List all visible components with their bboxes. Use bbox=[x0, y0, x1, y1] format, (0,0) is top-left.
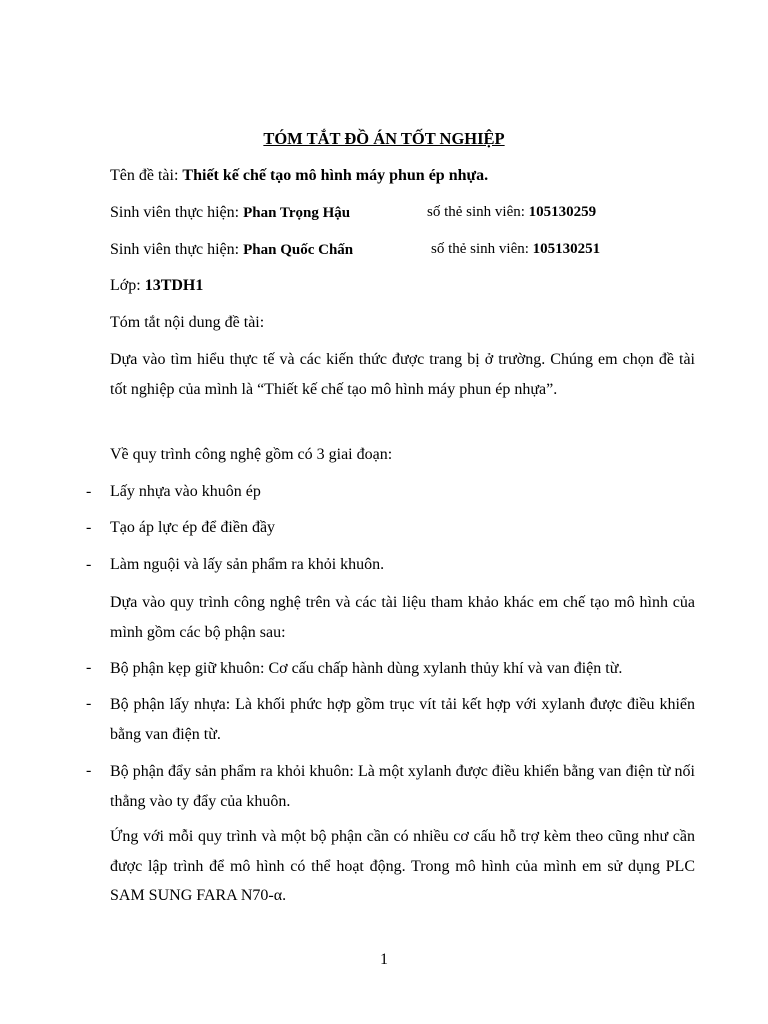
process-step: Lấy nhựa vào khuôn ép bbox=[110, 483, 261, 500]
conclusion-paragraph: Ứng với mỗi quy trình và một bộ phận cần có nhiều cơ cấu hỗ trợ kèm theo cũng như cần được lập trình để mô hình có thể hoạt động. Trong mô hình của mình em sử dụng PLC SAM SUNG FARA N70-α. bbox=[110, 828, 695, 904]
class-line bbox=[110, 277, 203, 295]
bullet-dash: - bbox=[86, 483, 92, 500]
student-id-1 bbox=[427, 204, 596, 221]
bullet-dash: - bbox=[86, 762, 92, 779]
student-label: Sinh viên thực hiện: bbox=[110, 204, 244, 221]
student-id-value: 105130259 bbox=[528, 204, 597, 220]
part-item: Bộ phận đẩy sản phẩm ra khỏi khuôn: Là một xylanh được điều khiển bằng van điện từ nối thẳng vào ty đẩy của khuôn. bbox=[110, 763, 695, 810]
page-number: 1 bbox=[380, 951, 388, 968]
student-line-1 bbox=[110, 204, 350, 222]
process-step: Tạo áp lực ép để điền đầy bbox=[110, 519, 276, 536]
student-line-2 bbox=[110, 241, 353, 259]
process-step: Làm nguội và lấy sản phẩm ra khỏi khuôn. bbox=[110, 556, 385, 573]
class-label: Lớp: bbox=[110, 277, 145, 294]
document-title: TÓM TẮT ĐỒ ÁN TỐT NGHIỆP bbox=[263, 129, 505, 148]
topic-line bbox=[110, 167, 488, 185]
student-id-value: 105130251 bbox=[532, 241, 601, 257]
class-value: 13TDH1 bbox=[144, 277, 204, 294]
summary-label: Tóm tắt nội dung đề tài: bbox=[110, 314, 265, 331]
student-name: Phan Trọng Hậu bbox=[243, 205, 351, 221]
intro-paragraph: Dựa vào tìm hiểu thực tế và các kiến thức được trang bị ở trường. Chúng em chọn đề tài tốt nghiệp của mình là “Thiết kế chế tạo mô hình máy phun ép nhựa”. bbox=[110, 351, 695, 398]
student-label: Sinh viên thực hiện: bbox=[110, 241, 244, 258]
process-intro: Về quy trình công nghệ gồm có 3 giai đoạn: bbox=[110, 446, 393, 463]
bullet-dash: - bbox=[86, 556, 92, 573]
student-id-label: số thẻ sinh viên: bbox=[427, 204, 529, 220]
part-item: Bộ phận kẹp giữ khuôn: Cơ cấu chấp hành dùng xylanh thủy khí và van điện từ. bbox=[110, 660, 623, 677]
topic-value: Thiết kế chế tạo mô hình máy phun ép nhựa. bbox=[182, 167, 489, 184]
parts-intro-paragraph: Dựa vào quy trình công nghệ trên và các tài liệu tham khảo khác em chế tạo mô hình của mình gồm các bộ phận sau: bbox=[110, 594, 695, 641]
student-id-label: số thẻ sinh viên: bbox=[431, 241, 533, 257]
student-id-2 bbox=[431, 241, 600, 258]
student-name: Phan Quốc Chấn bbox=[243, 242, 354, 258]
bullet-dash: - bbox=[86, 695, 92, 712]
part-item: Bộ phận lấy nhựa: Là khối phức hợp gồm trục vít tải kết hợp với xylanh được điều khiển bằng van điện từ. bbox=[110, 696, 695, 743]
bullet-dash: - bbox=[86, 659, 92, 676]
topic-label: Tên đề tài: bbox=[110, 167, 183, 184]
bullet-dash: - bbox=[86, 519, 92, 536]
